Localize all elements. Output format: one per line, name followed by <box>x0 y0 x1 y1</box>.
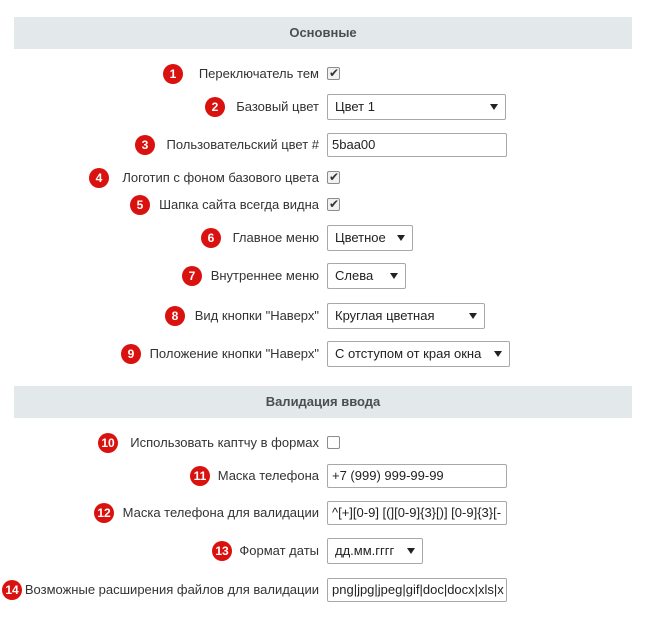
date-format-value: дд.мм.гггг <box>335 543 395 558</box>
badge-10: 10 <box>98 433 118 453</box>
up-button-position-value: С отступом от края окна <box>335 346 482 361</box>
checkmark-icon: ✔ <box>329 197 340 211</box>
row-logo-bg <box>0 163 649 193</box>
main-menu-value: Цветное <box>335 230 386 245</box>
badge-3: 3 <box>135 135 155 155</box>
badge-6: 6 <box>201 228 221 248</box>
badge-4: 4 <box>89 168 109 188</box>
checkmark-icon: ✔ <box>329 66 340 80</box>
up-button-style-select[interactable] <box>327 303 485 329</box>
inner-menu-value: Слева <box>335 268 374 283</box>
label-up-button-style: Вид кнопки "Наверх" <box>194 308 319 323</box>
label-up-button-position: Положение кнопки "Наверх" <box>149 346 319 361</box>
label-logo-bg: Логотип с фоном базового цвета <box>122 170 319 185</box>
label-sticky-header: Шапка сайта всегда видна <box>159 197 319 212</box>
phone-validation-mask-input[interactable]: ^[+][0-9] [(][0-9]{3}[)] [0-9]{3}[- <box>327 501 507 525</box>
row-sticky-header <box>0 190 649 220</box>
badge-12: 12 <box>94 503 114 523</box>
row-base-color <box>0 92 649 122</box>
dropdown-arrow-icon <box>494 351 502 357</box>
base-color-value: Цвет 1 <box>335 99 375 114</box>
label-captcha: Использовать каптчу в формах <box>130 435 319 450</box>
badge-14: 14 <box>2 580 22 600</box>
dropdown-arrow-icon <box>397 235 405 241</box>
row-captcha <box>0 428 649 458</box>
badge-2: 2 <box>205 97 225 117</box>
custom-color-input[interactable]: 5baa00 <box>327 133 507 157</box>
label-inner-menu: Внутреннее меню <box>210 268 319 283</box>
dropdown-arrow-icon <box>390 273 398 279</box>
label-base-color: Базовый цвет <box>236 99 319 114</box>
badge-7: 7 <box>182 266 202 286</box>
badge-1: 1 <box>163 64 183 84</box>
badge-11: 11 <box>190 466 210 486</box>
label-theme-switcher: Переключатель тем <box>198 66 319 81</box>
label-custom-color: Пользовательский цвет # <box>166 137 319 152</box>
dropdown-arrow-icon <box>407 548 415 554</box>
date-format-select[interactable] <box>327 538 423 564</box>
section-header-main: Основные <box>14 17 632 49</box>
label-main-menu: Главное меню <box>232 230 319 245</box>
badge-5: 5 <box>130 195 150 215</box>
checkmark-icon: ✔ <box>329 170 340 184</box>
dropdown-arrow-icon <box>490 104 498 110</box>
dropdown-arrow-icon <box>469 313 477 319</box>
row-file-extensions <box>0 575 649 605</box>
label-phone-validation-mask: Маска телефона для валидации <box>122 505 319 520</box>
base-color-select[interactable] <box>327 94 506 120</box>
logo-bg-checkbox[interactable] <box>327 171 340 184</box>
row-phone-validation-mask <box>0 498 649 528</box>
row-inner-menu <box>0 261 649 291</box>
phone-mask-input[interactable]: +7 (999) 999-99-99 <box>327 464 507 488</box>
row-phone-mask <box>0 461 649 491</box>
main-menu-select[interactable] <box>327 225 413 251</box>
badge-9: 9 <box>121 344 141 364</box>
label-phone-mask: Маска телефона <box>217 468 319 483</box>
captcha-checkbox[interactable] <box>327 436 340 449</box>
row-custom-color <box>0 130 649 160</box>
inner-menu-select[interactable] <box>327 263 406 289</box>
row-theme-switcher <box>0 59 649 89</box>
up-button-position-select[interactable] <box>327 341 510 367</box>
section-header-validation: Валидация ввода <box>14 386 632 418</box>
sticky-header-checkbox[interactable] <box>327 198 340 211</box>
file-extensions-input[interactable]: png|jpg|jpeg|gif|doc|docx|xls|x <box>327 578 507 602</box>
label-file-extensions: Возможные расширения файлов для валидации <box>24 582 319 597</box>
theme-switcher-checkbox[interactable] <box>327 67 340 80</box>
row-up-button-position <box>0 339 649 369</box>
row-up-button-style <box>0 301 649 331</box>
badge-13: 13 <box>212 541 232 561</box>
up-button-style-value: Круглая цветная <box>335 308 435 323</box>
badge-8: 8 <box>165 306 185 326</box>
row-main-menu <box>0 223 649 253</box>
label-date-format: Формат даты <box>239 543 319 558</box>
row-date-format <box>0 536 649 566</box>
